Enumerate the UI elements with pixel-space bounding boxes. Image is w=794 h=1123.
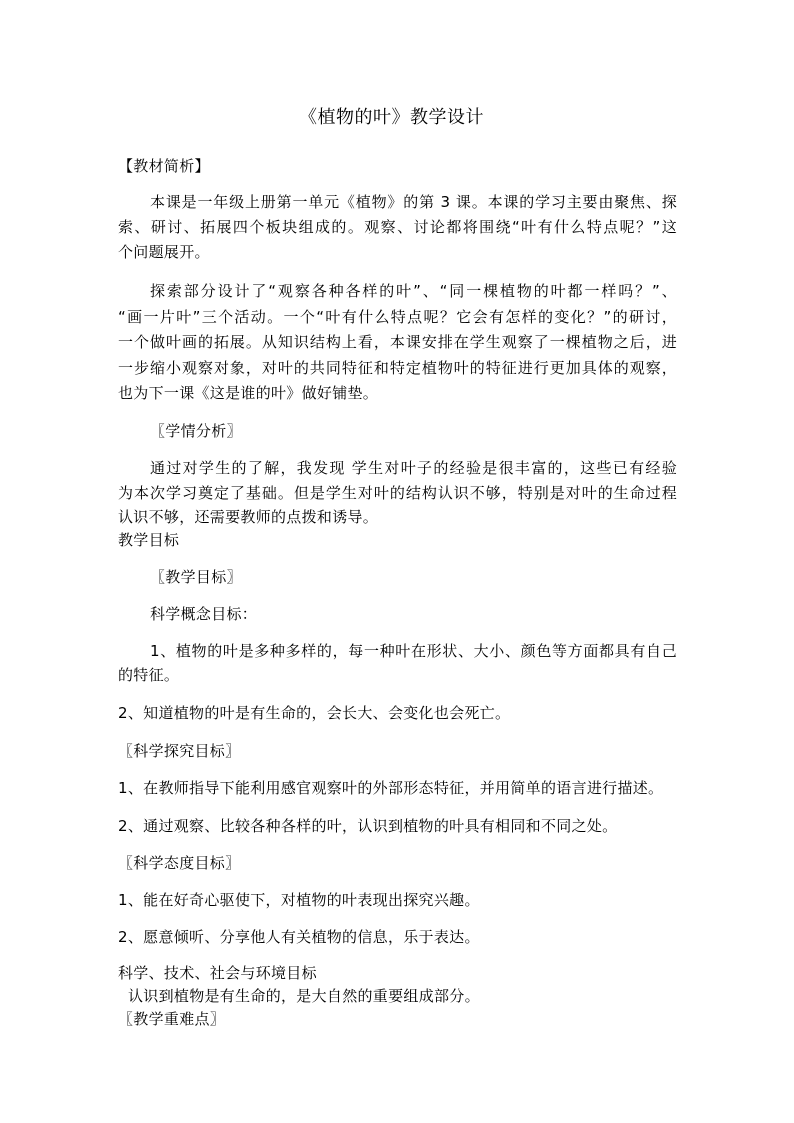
section-heading-teaching-goals: 教学目标 xyxy=(118,531,180,549)
paragraph-line: 个问题展开。 xyxy=(118,243,210,261)
paragraph-line: 1、植物的叶是多种多样的，每一种叶在形状、大小、颜色等方面都具有自己 xyxy=(150,642,677,660)
section-heading-stse-goals: 科学、技术、社会与环境目标 xyxy=(118,964,317,982)
paragraph-line: 本课是一年级上册第一单元《植物》的第 3 课。本课的学习主要由聚焦、探 xyxy=(150,193,677,211)
paragraph-line: 认识不够，还需要教师的点拨和诱导。 xyxy=(118,508,379,526)
paragraph-line: 1、在教师指导下能利用感官观察叶的外部形态特征，并用简单的语言进行描述。 xyxy=(118,779,664,797)
section-heading-textbook-analysis: 【教材简析】 xyxy=(118,157,210,175)
subheading-science-concept: 科学概念目标： xyxy=(150,605,258,623)
paragraph-line: 2、通过观察、比较各种各样的叶，认识到植物的叶具有相同和不同之处。 xyxy=(118,817,618,835)
paragraph-line: 1、能在好奇心驱使下，对植物的叶表现出探究兴趣。 xyxy=(118,891,480,909)
paragraph-line: “画一片叶”三个活动。一个“叶有什么特点呢？它会有怎样的变化？”的研讨， xyxy=(118,308,677,326)
paragraph-line: 通过对学生的了解，我发现 学生对叶子的经验是很丰富的，这些已有经验 xyxy=(150,459,677,477)
paragraph-line: 一步缩小观察对象，对叶的共同特征和特定植物叶的特征进行更加具体的观察， xyxy=(118,359,677,377)
section-heading-key-difficult-points: 〖教学重难点〗 xyxy=(118,1010,226,1028)
section-heading-teaching-objectives: 〖教学目标〗 xyxy=(150,568,242,586)
paragraph-line: 也为下一课《这是谁的叶》做好铺垫。 xyxy=(118,384,379,402)
section-heading-student-analysis: 〖学情分析〗 xyxy=(150,422,242,440)
paragraph-line: 索、研讨、拓展四个板块组成的。观察、讨论都将围绕“叶有什么特点呢？”这 xyxy=(118,218,677,236)
document-title: 《植物的叶》教学设计 xyxy=(299,107,484,128)
section-heading-science-inquiry: 〖科学探究目标〗 xyxy=(118,742,241,760)
paragraph-line: 的特征。 xyxy=(118,666,180,684)
section-heading-science-attitude: 〖科学态度目标〗 xyxy=(118,854,241,872)
paragraph-line: 探索部分设计了“观察各种各样的叶”、“同一棵植物的叶都一样吗？”、 xyxy=(150,282,677,300)
paragraph-line: 2、知道植物的叶是有生命的，会长大、会变化也会死亡。 xyxy=(118,704,511,722)
paragraph-line: 2、愿意倾听、分享他人有关植物的信息，乐于表达。 xyxy=(118,928,480,946)
paragraph-line: 认识到植物是有生命的，是大自然的重要组成部分。 xyxy=(128,987,480,1005)
paragraph-line: 一个做叶画的拓展。从知识结构上看，本课安排在学生观察了一棵植物之后，进 xyxy=(118,333,677,351)
paragraph-line: 为本次学习奠定了基础。但是学生对叶的结构认识不够，特别是对叶的生命过程 xyxy=(118,484,677,502)
